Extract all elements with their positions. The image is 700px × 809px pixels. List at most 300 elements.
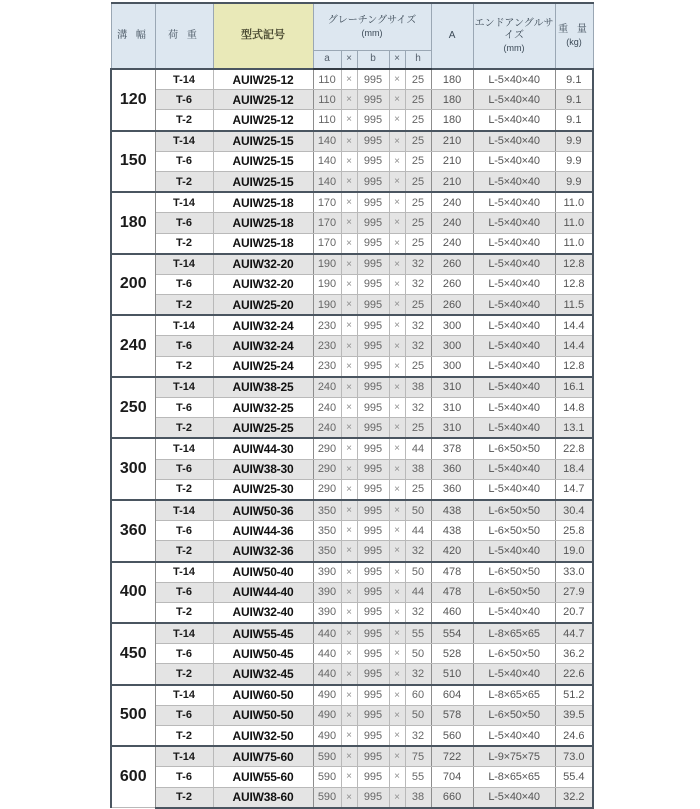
cell-load-class: T-2	[155, 541, 213, 562]
cell-dimension-h: 25	[405, 356, 431, 377]
header-weight	[555, 3, 593, 69]
cell-dimension-a: 110	[313, 69, 341, 90]
cell-dimension-a: 290	[313, 479, 341, 500]
cell-model-code: AUIW25-12	[213, 110, 313, 131]
cell-a-dimension: 704	[431, 767, 473, 787]
cell-load-class: T-2	[155, 356, 213, 377]
cell-multiply-1: ×	[341, 726, 357, 747]
cell-model-code: AUIW32-40	[213, 602, 313, 623]
cell-dimension-b: 995	[357, 418, 389, 439]
cell-load-class: T-2	[155, 602, 213, 623]
cell-end-angle-size: L-5×40×40	[473, 131, 555, 152]
cell-dimension-b: 995	[357, 623, 389, 644]
cell-multiply-1: ×	[341, 685, 357, 706]
cell-weight: 11.0	[555, 233, 593, 254]
cell-multiply-2: ×	[389, 131, 405, 152]
cell-multiply-2: ×	[389, 767, 405, 787]
cell-weight: 24.6	[555, 726, 593, 747]
cell-weight: 13.1	[555, 418, 593, 439]
cell-load-class: T-14	[155, 192, 213, 213]
header-sub-h: h	[405, 51, 431, 70]
cell-dimension-b: 995	[357, 685, 389, 706]
cell-weight: 14.7	[555, 479, 593, 500]
cell-multiply-2: ×	[389, 213, 405, 233]
cell-load-class: T-6	[155, 644, 213, 664]
cell-model-code: AUIW25-15	[213, 151, 313, 171]
cell-dimension-h: 25	[405, 131, 431, 152]
cell-load-class: T-14	[155, 131, 213, 152]
cell-dimension-a: 290	[313, 438, 341, 459]
cell-a-dimension: 300	[431, 336, 473, 356]
cell-multiply-2: ×	[389, 377, 405, 398]
cell-dimension-b: 995	[357, 356, 389, 377]
grating-spec-table	[110, 2, 594, 809]
cell-model-code: AUIW38-30	[213, 459, 313, 479]
cell-end-angle-size: L-5×40×40	[473, 295, 555, 316]
table-row	[111, 398, 593, 418]
cell-end-angle-size: L-5×40×40	[473, 171, 555, 192]
cell-dimension-b: 995	[357, 705, 389, 725]
cell-load-class: T-2	[155, 171, 213, 192]
cell-dimension-h: 32	[405, 398, 431, 418]
cell-a-dimension: 310	[431, 418, 473, 439]
cell-multiply-1: ×	[341, 90, 357, 110]
cell-end-angle-size: L-5×40×40	[473, 315, 555, 336]
table-row	[111, 705, 593, 725]
cell-dimension-h: 25	[405, 151, 431, 171]
cell-load-class: T-14	[155, 438, 213, 459]
cell-multiply-1: ×	[341, 418, 357, 439]
cell-multiply-2: ×	[389, 336, 405, 356]
cell-a-dimension: 180	[431, 69, 473, 90]
cell-multiply-2: ×	[389, 315, 405, 336]
cell-a-dimension: 260	[431, 295, 473, 316]
cell-load-class: T-6	[155, 521, 213, 541]
header-sub-a: a	[313, 51, 341, 70]
cell-dimension-b: 995	[357, 746, 389, 767]
cell-end-angle-size: L-6×50×50	[473, 582, 555, 602]
cell-model-code: AUIW60-50	[213, 685, 313, 706]
cell-load-class: T-2	[155, 787, 213, 808]
cell-dimension-a: 140	[313, 131, 341, 152]
table-row	[111, 315, 593, 336]
cell-groove-width: 120	[111, 69, 155, 131]
table-row	[111, 500, 593, 521]
cell-dimension-h: 75	[405, 746, 431, 767]
cell-multiply-1: ×	[341, 623, 357, 644]
cell-multiply-1: ×	[341, 295, 357, 316]
cell-dimension-b: 995	[357, 110, 389, 131]
cell-a-dimension: 300	[431, 315, 473, 336]
cell-dimension-b: 995	[357, 171, 389, 192]
cell-dimension-a: 490	[313, 685, 341, 706]
cell-groove-width: 600	[111, 746, 155, 808]
cell-multiply-1: ×	[341, 336, 357, 356]
cell-multiply-2: ×	[389, 418, 405, 439]
cell-a-dimension: 210	[431, 171, 473, 192]
cell-dimension-b: 995	[357, 69, 389, 90]
cell-model-code: AUIW38-25	[213, 377, 313, 398]
cell-weight: 9.1	[555, 90, 593, 110]
cell-weight: 16.1	[555, 377, 593, 398]
cell-dimension-a: 350	[313, 500, 341, 521]
cell-a-dimension: 478	[431, 562, 473, 583]
table-body	[111, 69, 593, 808]
cell-end-angle-size: L-5×40×40	[473, 192, 555, 213]
cell-dimension-a: 240	[313, 418, 341, 439]
cell-multiply-2: ×	[389, 746, 405, 767]
cell-groove-width: 150	[111, 131, 155, 193]
cell-weight: 39.5	[555, 705, 593, 725]
cell-dimension-a: 440	[313, 623, 341, 644]
cell-groove-width: 300	[111, 438, 155, 500]
cell-dimension-a: 490	[313, 726, 341, 747]
header-end-angle-size-unit: (mm)	[503, 42, 525, 53]
cell-multiply-2: ×	[389, 356, 405, 377]
cell-end-angle-size: L-5×40×40	[473, 479, 555, 500]
cell-dimension-h: 32	[405, 541, 431, 562]
cell-a-dimension: 300	[431, 356, 473, 377]
cell-dimension-a: 140	[313, 151, 341, 171]
cell-multiply-2: ×	[389, 726, 405, 747]
cell-a-dimension: 438	[431, 500, 473, 521]
cell-a-dimension: 420	[431, 541, 473, 562]
cell-dimension-h: 32	[405, 726, 431, 747]
cell-end-angle-size: L-5×40×40	[473, 90, 555, 110]
cell-end-angle-size: L-6×50×50	[473, 562, 555, 583]
cell-load-class: T-2	[155, 479, 213, 500]
cell-end-angle-size: L-5×40×40	[473, 459, 555, 479]
cell-dimension-a: 390	[313, 582, 341, 602]
cell-dimension-h: 44	[405, 582, 431, 602]
cell-multiply-1: ×	[341, 582, 357, 602]
cell-a-dimension: 180	[431, 110, 473, 131]
table-row	[111, 664, 593, 685]
table-row	[111, 418, 593, 439]
cell-end-angle-size: L-5×40×40	[473, 602, 555, 623]
cell-model-code: AUIW50-45	[213, 644, 313, 664]
cell-multiply-1: ×	[341, 233, 357, 254]
cell-weight: 11.0	[555, 213, 593, 233]
cell-model-code: AUIW44-30	[213, 438, 313, 459]
cell-weight: 12.8	[555, 254, 593, 275]
cell-dimension-a: 290	[313, 459, 341, 479]
cell-multiply-2: ×	[389, 500, 405, 521]
cell-multiply-2: ×	[389, 233, 405, 254]
cell-multiply-1: ×	[341, 746, 357, 767]
table-row	[111, 767, 593, 787]
cell-load-class: T-6	[155, 90, 213, 110]
cell-weight: 32.2	[555, 787, 593, 808]
cell-weight: 11.5	[555, 295, 593, 316]
header-sub-multiply-2: ×	[389, 51, 405, 70]
cell-weight: 51.2	[555, 685, 593, 706]
cell-load-class: T-2	[155, 726, 213, 747]
cell-dimension-b: 995	[357, 644, 389, 664]
cell-a-dimension: 528	[431, 644, 473, 664]
cell-a-dimension: 560	[431, 726, 473, 747]
cell-dimension-h: 55	[405, 767, 431, 787]
cell-dimension-h: 32	[405, 315, 431, 336]
cell-weight: 55.4	[555, 767, 593, 787]
cell-a-dimension: 578	[431, 705, 473, 725]
cell-dimension-a: 390	[313, 562, 341, 583]
cell-groove-width: 450	[111, 623, 155, 685]
cell-end-angle-size: L-5×40×40	[473, 787, 555, 808]
table-row	[111, 521, 593, 541]
cell-end-angle-size: L-5×40×40	[473, 110, 555, 131]
cell-a-dimension: 604	[431, 685, 473, 706]
cell-multiply-1: ×	[341, 398, 357, 418]
cell-a-dimension: 722	[431, 746, 473, 767]
cell-load-class: T-14	[155, 685, 213, 706]
cell-end-angle-size: L-9×75×75	[473, 746, 555, 767]
cell-model-code: AUIW25-18	[213, 213, 313, 233]
table-row	[111, 726, 593, 747]
cell-weight: 36.2	[555, 644, 593, 664]
cell-weight: 44.7	[555, 623, 593, 644]
header-groove-width-label: 溝 幅	[117, 29, 149, 41]
cell-dimension-h: 50	[405, 705, 431, 725]
cell-weight: 9.9	[555, 151, 593, 171]
cell-model-code: AUIW44-36	[213, 521, 313, 541]
cell-end-angle-size: L-5×40×40	[473, 398, 555, 418]
cell-weight: 11.0	[555, 192, 593, 213]
table-row	[111, 602, 593, 623]
cell-a-dimension: 360	[431, 479, 473, 500]
cell-dimension-b: 995	[357, 213, 389, 233]
cell-model-code: AUIW32-36	[213, 541, 313, 562]
cell-dimension-a: 230	[313, 356, 341, 377]
table-row	[111, 459, 593, 479]
cell-weight: 14.8	[555, 398, 593, 418]
cell-multiply-1: ×	[341, 664, 357, 685]
cell-multiply-2: ×	[389, 398, 405, 418]
cell-load-class: T-6	[155, 582, 213, 602]
cell-dimension-b: 995	[357, 377, 389, 398]
cell-multiply-1: ×	[341, 274, 357, 294]
cell-dimension-b: 995	[357, 90, 389, 110]
cell-dimension-a: 350	[313, 521, 341, 541]
cell-dimension-a: 140	[313, 171, 341, 192]
cell-a-dimension: 510	[431, 664, 473, 685]
cell-multiply-1: ×	[341, 171, 357, 192]
cell-load-class: T-14	[155, 69, 213, 90]
cell-dimension-h: 32	[405, 602, 431, 623]
cell-dimension-h: 44	[405, 521, 431, 541]
cell-model-code: AUIW44-40	[213, 582, 313, 602]
header-grating-size-unit: (mm)	[361, 27, 383, 38]
cell-multiply-1: ×	[341, 479, 357, 500]
cell-multiply-1: ×	[341, 315, 357, 336]
cell-load-class: T-14	[155, 746, 213, 767]
cell-load-class: T-2	[155, 110, 213, 131]
cell-dimension-b: 995	[357, 582, 389, 602]
cell-dimension-b: 995	[357, 541, 389, 562]
cell-model-code: AUIW32-24	[213, 336, 313, 356]
cell-multiply-1: ×	[341, 705, 357, 725]
cell-model-code: AUIW25-20	[213, 295, 313, 316]
cell-multiply-1: ×	[341, 541, 357, 562]
cell-a-dimension: 378	[431, 438, 473, 459]
table-row	[111, 787, 593, 808]
cell-model-code: AUIW38-60	[213, 787, 313, 808]
cell-multiply-2: ×	[389, 787, 405, 808]
cell-dimension-a: 230	[313, 315, 341, 336]
cell-a-dimension: 260	[431, 274, 473, 294]
table-row	[111, 685, 593, 706]
cell-dimension-a: 240	[313, 398, 341, 418]
table-row	[111, 479, 593, 500]
cell-multiply-2: ×	[389, 438, 405, 459]
cell-dimension-h: 50	[405, 500, 431, 521]
cell-multiply-2: ×	[389, 541, 405, 562]
cell-end-angle-size: L-5×40×40	[473, 213, 555, 233]
cell-dimension-a: 240	[313, 377, 341, 398]
cell-end-angle-size: L-5×40×40	[473, 377, 555, 398]
cell-dimension-h: 25	[405, 479, 431, 500]
table-row	[111, 746, 593, 767]
cell-weight: 9.9	[555, 171, 593, 192]
cell-a-dimension: 438	[431, 521, 473, 541]
header-sub-b: b	[357, 51, 389, 70]
cell-dimension-h: 60	[405, 685, 431, 706]
cell-dimension-h: 44	[405, 438, 431, 459]
cell-a-dimension: 310	[431, 398, 473, 418]
cell-weight: 9.9	[555, 131, 593, 152]
cell-weight: 12.8	[555, 274, 593, 294]
cell-multiply-2: ×	[389, 151, 405, 171]
cell-end-angle-size: L-6×50×50	[473, 705, 555, 725]
cell-weight: 14.4	[555, 336, 593, 356]
cell-dimension-b: 995	[357, 233, 389, 254]
cell-dimension-b: 995	[357, 336, 389, 356]
cell-load-class: T-6	[155, 767, 213, 787]
cell-model-code: AUIW32-50	[213, 726, 313, 747]
cell-dimension-h: 32	[405, 254, 431, 275]
cell-weight: 22.6	[555, 664, 593, 685]
cell-end-angle-size: L-5×40×40	[473, 418, 555, 439]
cell-dimension-b: 995	[357, 398, 389, 418]
cell-end-angle-size: L-6×50×50	[473, 438, 555, 459]
cell-dimension-b: 995	[357, 767, 389, 787]
cell-dimension-a: 590	[313, 746, 341, 767]
header-weight-unit: (kg)	[566, 36, 582, 47]
cell-dimension-b: 995	[357, 664, 389, 685]
header-weight-label: 重 量	[558, 24, 590, 36]
cell-multiply-2: ×	[389, 192, 405, 213]
table-row	[111, 233, 593, 254]
table-row	[111, 192, 593, 213]
header-model-code-label: 型式記号	[241, 29, 285, 42]
cell-dimension-h: 38	[405, 459, 431, 479]
cell-a-dimension: 180	[431, 90, 473, 110]
cell-dimension-h: 25	[405, 90, 431, 110]
cell-model-code: AUIW25-30	[213, 479, 313, 500]
table-row	[111, 644, 593, 664]
cell-dimension-b: 995	[357, 151, 389, 171]
cell-a-dimension: 210	[431, 151, 473, 171]
cell-model-code: AUIW32-45	[213, 664, 313, 685]
cell-multiply-2: ×	[389, 295, 405, 316]
cell-model-code: AUIW32-20	[213, 254, 313, 275]
cell-dimension-h: 50	[405, 562, 431, 583]
cell-a-dimension: 554	[431, 623, 473, 644]
cell-groove-width: 240	[111, 315, 155, 377]
header-model-code	[213, 3, 313, 69]
cell-multiply-1: ×	[341, 767, 357, 787]
cell-load-class: T-6	[155, 336, 213, 356]
table-row	[111, 356, 593, 377]
cell-a-dimension: 240	[431, 233, 473, 254]
cell-dimension-a: 170	[313, 213, 341, 233]
cell-weight: 20.7	[555, 602, 593, 623]
cell-load-class: T-14	[155, 562, 213, 583]
cell-multiply-2: ×	[389, 664, 405, 685]
cell-multiply-1: ×	[341, 151, 357, 171]
table-header	[111, 3, 593, 69]
cell-model-code: AUIW55-60	[213, 767, 313, 787]
cell-model-code: AUIW25-24	[213, 356, 313, 377]
cell-dimension-h: 55	[405, 623, 431, 644]
cell-dimension-a: 110	[313, 110, 341, 131]
cell-model-code: AUIW25-12	[213, 90, 313, 110]
cell-load-class: T-2	[155, 295, 213, 316]
header-grating-size-label: グレーチングサイズ	[327, 15, 417, 27]
cell-dimension-h: 25	[405, 295, 431, 316]
cell-dimension-h: 25	[405, 418, 431, 439]
cell-dimension-h: 25	[405, 110, 431, 131]
cell-dimension-h: 38	[405, 787, 431, 808]
cell-dimension-b: 995	[357, 438, 389, 459]
cell-end-angle-size: L-5×40×40	[473, 233, 555, 254]
cell-load-class: T-2	[155, 418, 213, 439]
cell-dimension-a: 110	[313, 90, 341, 110]
cell-dimension-a: 440	[313, 664, 341, 685]
cell-dimension-b: 995	[357, 500, 389, 521]
cell-dimension-b: 995	[357, 295, 389, 316]
cell-model-code: AUIW25-18	[213, 192, 313, 213]
cell-multiply-2: ×	[389, 110, 405, 131]
cell-load-class: T-14	[155, 254, 213, 275]
cell-load-class: T-14	[155, 315, 213, 336]
cell-load-class: T-2	[155, 664, 213, 685]
table-row	[111, 213, 593, 233]
cell-weight: 33.0	[555, 562, 593, 583]
cell-multiply-2: ×	[389, 90, 405, 110]
cell-multiply-1: ×	[341, 213, 357, 233]
cell-model-code: AUIW32-20	[213, 274, 313, 294]
cell-dimension-b: 995	[357, 562, 389, 583]
cell-dimension-h: 25	[405, 69, 431, 90]
cell-a-dimension: 260	[431, 254, 473, 275]
cell-model-code: AUIW50-40	[213, 562, 313, 583]
cell-load-class: T-14	[155, 500, 213, 521]
table-row	[111, 377, 593, 398]
cell-weight: 14.4	[555, 315, 593, 336]
table-row	[111, 110, 593, 131]
cell-dimension-a: 190	[313, 274, 341, 294]
cell-end-angle-size: L-5×40×40	[473, 356, 555, 377]
cell-multiply-2: ×	[389, 459, 405, 479]
cell-dimension-b: 995	[357, 192, 389, 213]
table-row	[111, 131, 593, 152]
cell-load-class: T-14	[155, 377, 213, 398]
cell-multiply-1: ×	[341, 521, 357, 541]
cell-dimension-b: 995	[357, 131, 389, 152]
cell-multiply-1: ×	[341, 644, 357, 664]
table-row	[111, 69, 593, 90]
